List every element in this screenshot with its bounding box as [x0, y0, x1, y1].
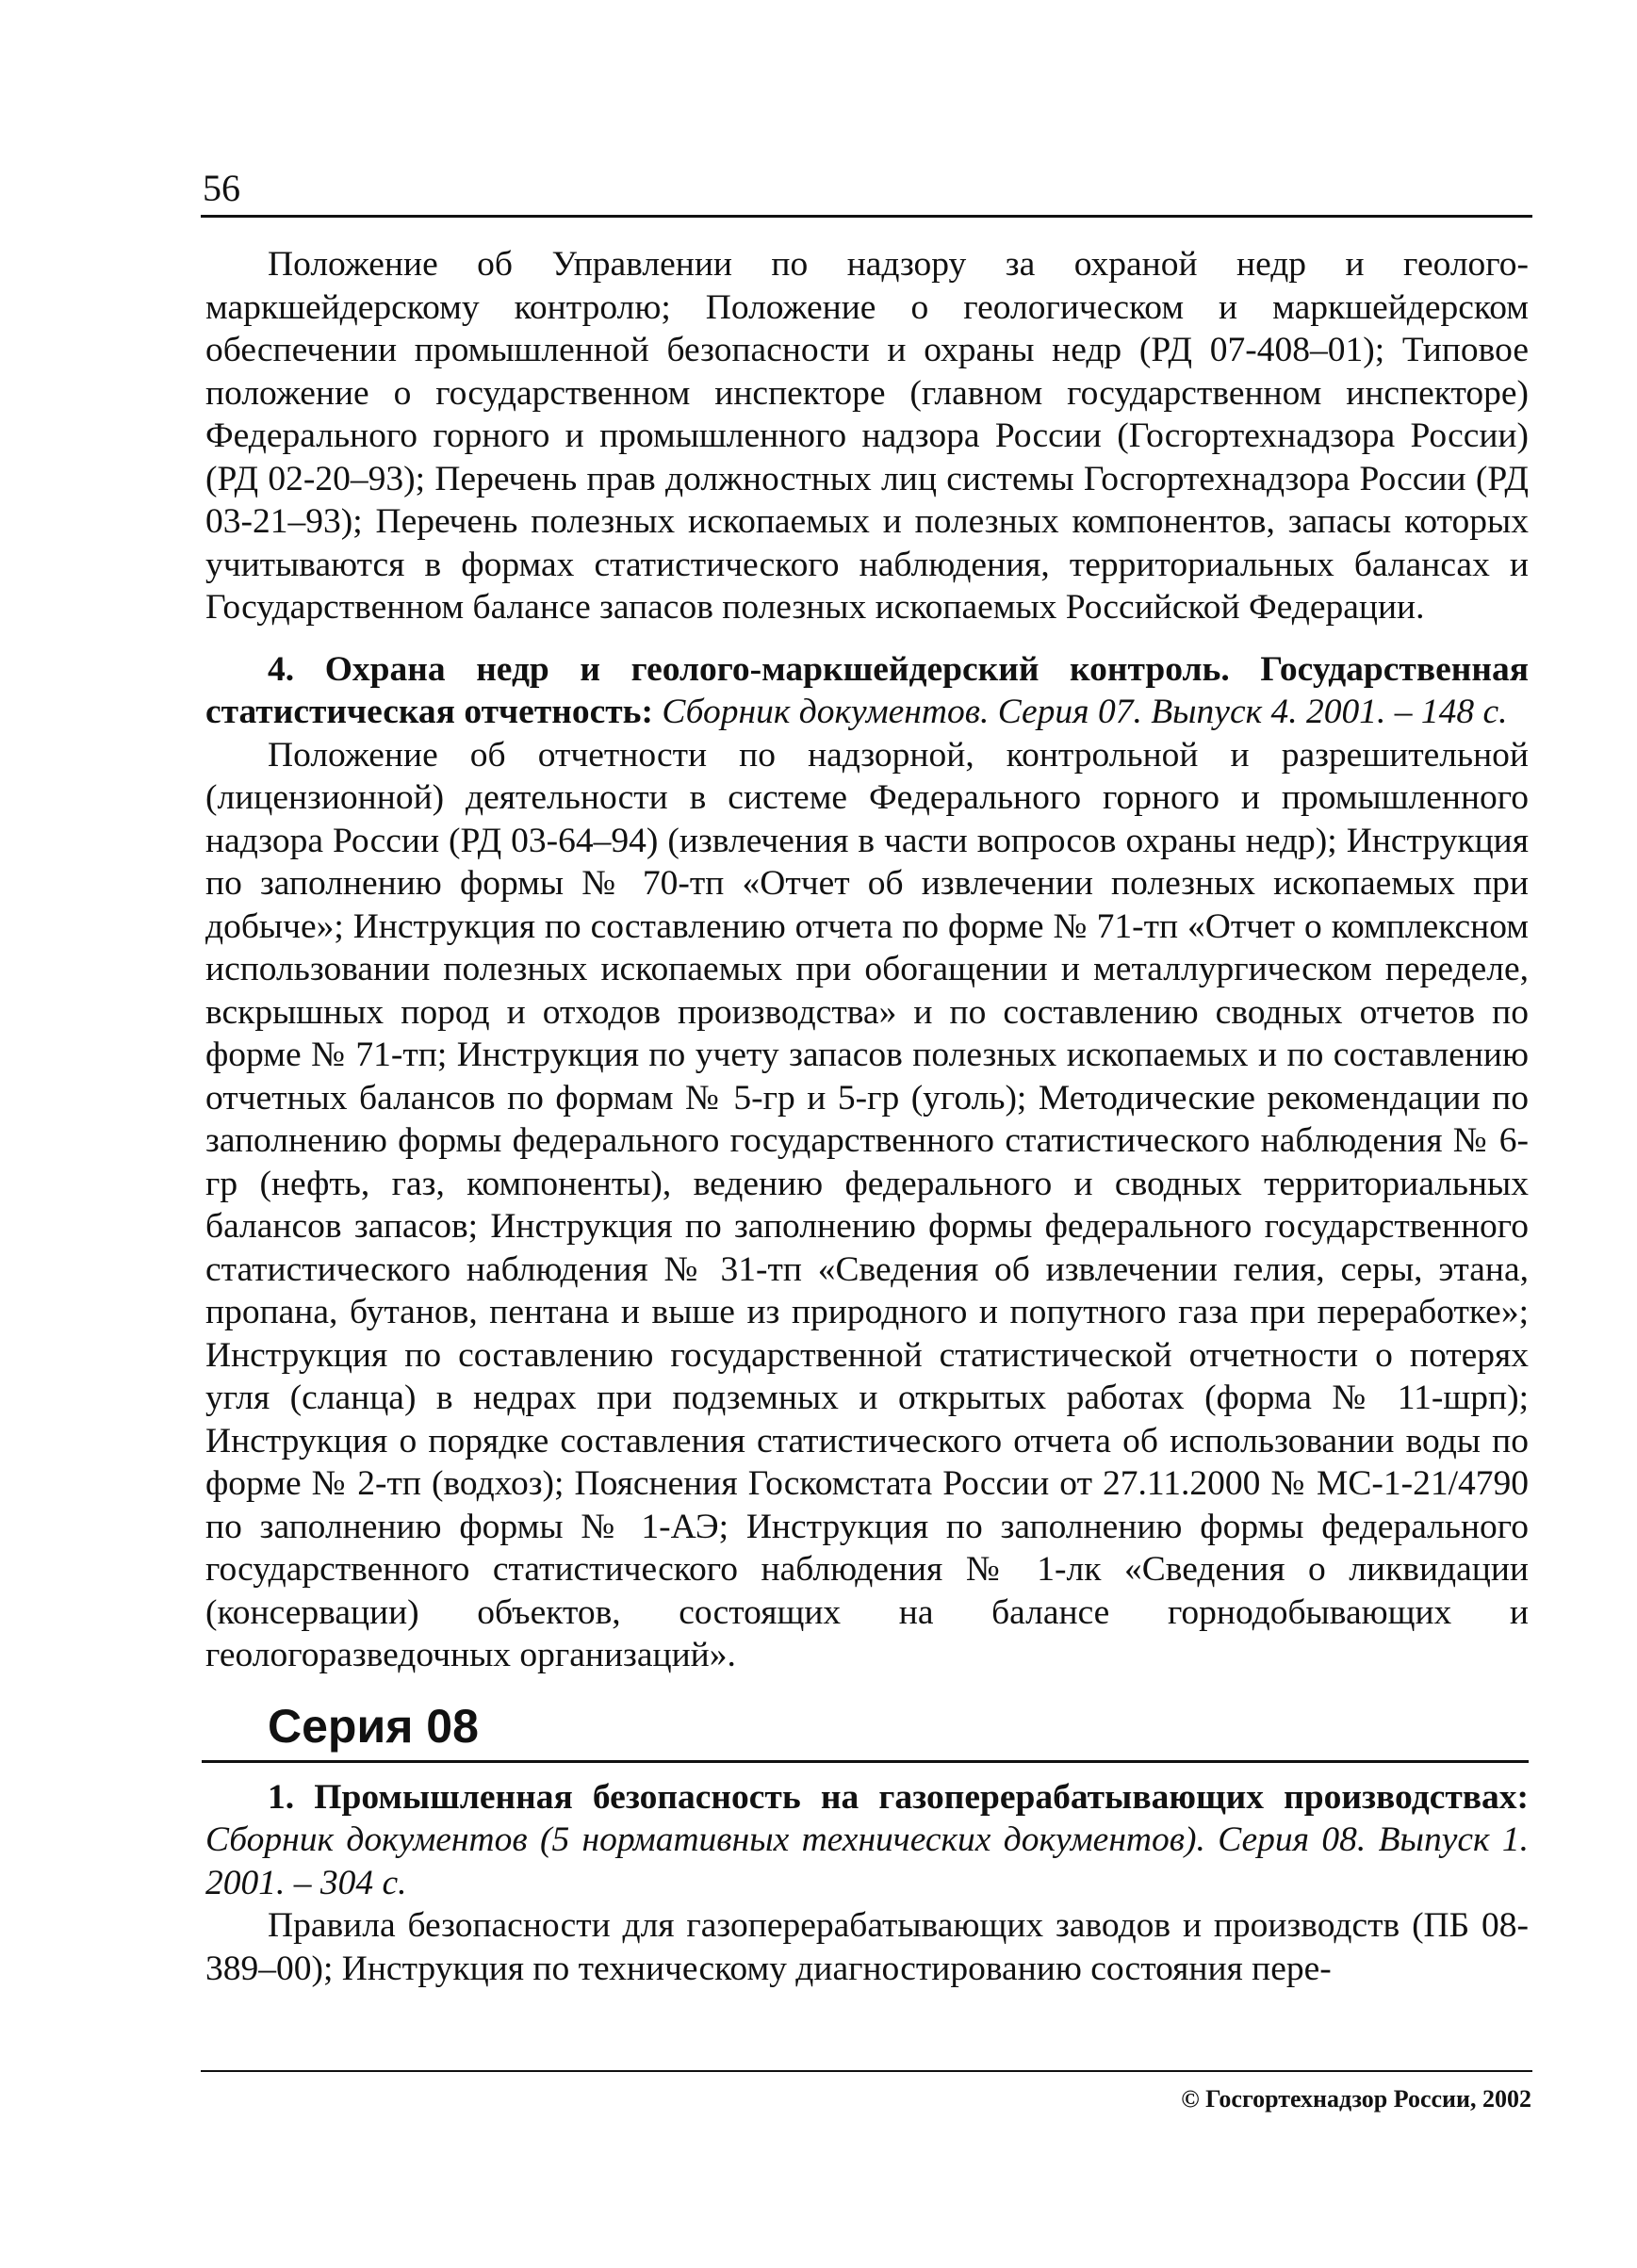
footer-copyright: © Госгортехнадзор России, 2002: [1181, 2085, 1531, 2113]
series-rule: [202, 1760, 1529, 1763]
header-rule: [201, 215, 1532, 218]
entry-1-source: Сборник документов (5 нормативных технических документов). Серия 08. Выпуск 1. 2001. – 304 с.: [205, 1820, 1529, 1902]
page-content: [205, 243, 1529, 1990]
entry-4-heading: [205, 648, 1529, 734]
paragraph-reporting-list: Положение об отчетности по надзорной, контрольной и разрешительной (лицензионной) деятельности в системе Федерального горного и промышленного надзора России (РД 03-64–94) (извлечения в части вопросов охраны недр); Инструкция по заполнению формы № 70-тп «Отчет об извлечении полезных ископаемых при добыче»; Инструкция по составлению отчета по форме № 71-тп «Отчет о комплексном использовании полезных ископаемых при обогащении и металлургическом переделе, вскрышных пород и отходов производства» и по составлению сводных отчетов по форме № 71-тп; Инструкция по учету запасов полезных ископаемых и по составлению отчетных балансов по формам № 5-гр и 5-гр (уголь); Методические рекомендации по заполнению формы федерального государственного статистического наблюдения № 6-гр (нефть, газ, компоненты), ведению федерального и сводных территориальных балансов запасов; Инструкция по заполнению формы федерального государственного статистического наблюдения № 31-тп «Сведения об извлечении гелия, серы, этана, пропана, бутанов, пентана и выше из природного и попутного газа при переработке»; Инструкция по составлению государственной статистической отчетности о потерях угля (сланца) в недрах при подземных и открытых работах (форма № 11-шрп); Инструкция о порядке составления статистического отчета об использовании воды по форме № 2-тп (водхоз); Пояснения Госкомстата России от 27.11.2000 № МС-1-21/4790 по заполнению формы № 1-АЭ; Инструкция по заполнению формы федерального государственного статистического наблюдения № 1-лк «Сведения о ликвидации (консервации) объектов, состоящих на балансе горнодобывающих и геологоразведочных организаций».: [205, 735, 1529, 1674]
entry-4-source: Сборник документов. Серия 07. Выпуск 4. 2001. – 148 с.: [662, 693, 1508, 731]
footer-rule: [201, 2070, 1532, 2072]
entry-4-title: 4. Охрана недр и геолого-маркшейдерский контроль. Государственная статистическая отчетность:: [205, 649, 1529, 731]
page-number: 56: [203, 167, 240, 209]
entry-1-title: 1. Промышленная безопасность на газоперерабатывающих производствах:: [268, 1777, 1529, 1817]
paragraph-gas-processing: Правила безопасности для газоперерабатывающих заводов и производств (ПБ 08-389–00); Инструкция по техническому диагностированию состояния пере-: [205, 1906, 1529, 1988]
entry-1-heading: [205, 1776, 1529, 1905]
series-heading: Серия 08: [268, 1699, 479, 1753]
paragraph-regulations-list: Положение об Управлении по надзору за охраной недр и геолого-маркшейдерскому контролю; Положение о геологическом и маркшейдерском обеспечении промышленной безопасности и охраны недр (РД 07-408–01); Типовое положение о государственном инспекторе (главном государственном инспекторе) Федерального горного и промышленного надзора России (Госгортехнадзора России) (РД 02-20–93); Перечень прав должностных лиц системы Госгортехнадзора России (РД 03-21–93); Перечень полезных ископаемых и полезных компонентов, запасы которых учитываются в формах статистического наблюдения, территориальных балансах и Государственном балансе запасов полезных ископаемых Российской Федерации.: [205, 245, 1529, 627]
